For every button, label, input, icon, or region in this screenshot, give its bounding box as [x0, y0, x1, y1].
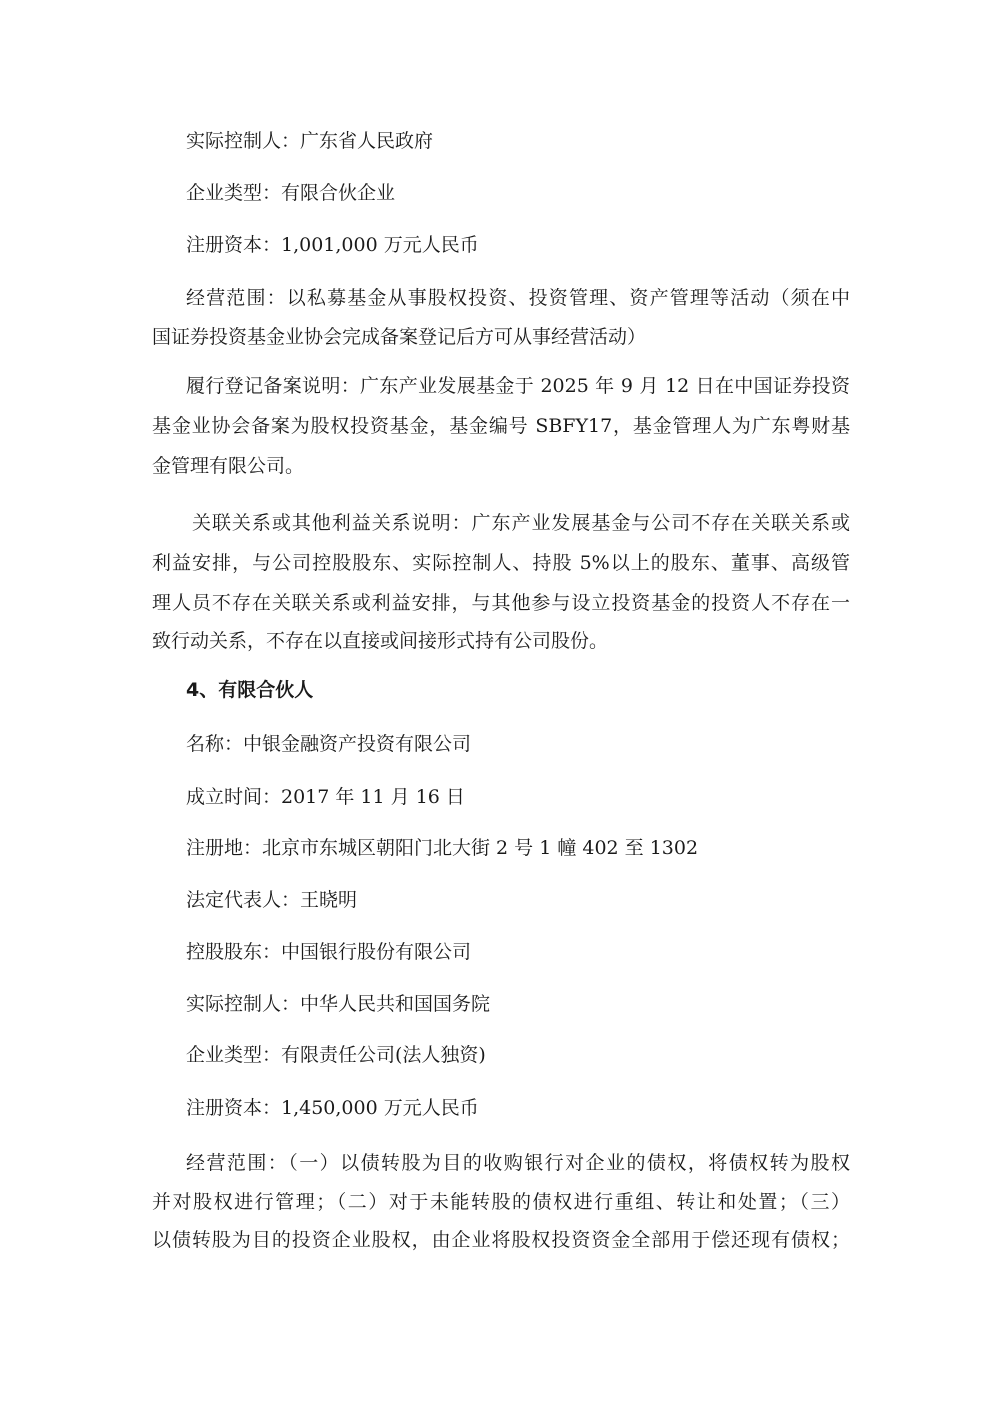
text-line: 经营范围：（一）以债转股为目的收购银行对企业的债权，将债权转为股权 — [186, 1152, 850, 1174]
text-line: 金管理有限公司。 — [152, 455, 305, 477]
text-line: 国证券投资基金业协会完成备案登记后方可从事经营活动） — [152, 326, 647, 348]
text-line: 控股股东：中国银行股份有限公司 — [186, 941, 472, 963]
text-line: 履行登记备案说明：广东产业发展基金于 2025 年 9 月 12 日在中国证券投资 — [186, 375, 850, 397]
text-line: 注册资本：1,001,000 万元人民币 — [186, 234, 479, 256]
text-line: 注册地：北京市东城区朝阳门北大街 2 号 1 幢 402 至 1302 — [186, 837, 699, 859]
text-line: 实际控制人：广东省人民政府 — [186, 130, 434, 152]
text-line: 致行动关系，不存在以直接或间接形式持有公司股份。 — [152, 630, 609, 652]
text-line: 基金业协会备案为股权投资基金，基金编号 SBFY17，基金管理人为广东粤财基 — [152, 415, 850, 437]
text-line: 法定代表人：王晓明 — [186, 889, 358, 911]
text-line: 成立时间：2017 年 11 月 16 日 — [186, 786, 465, 808]
text-line: 关联关系或其他利益关系说明：广东产业发展基金与公司不存在关联关系或 — [192, 512, 850, 534]
text-line: 名称：中银金融资产投资有限公司 — [186, 733, 472, 755]
text-line: 企业类型：有限合伙企业 — [186, 182, 396, 204]
section-heading: 4、有限合伙人 — [186, 679, 314, 701]
text-line: 经营范围：以私募基金从事股权投资、投资管理、资产管理等活动（须在中 — [186, 287, 850, 309]
text-line: 利益安排，与公司控股股东、实际控制人、持股 5%以上的股东、董事、高级管 — [152, 552, 850, 574]
text-line: 以债转股为目的投资企业股权，由企业将股权投资资金全部用于偿还现有债权； — [152, 1229, 850, 1251]
text-line: 并对股权进行管理；（二）对于未能转股的债权进行重组、转让和处置；（三） — [152, 1191, 850, 1213]
text-line: 实际控制人：中华人民共和国国务院 — [186, 993, 491, 1015]
text-line: 企业类型：有限责任公司(法人独资) — [186, 1044, 486, 1066]
text-line: 理人员不存在关联关系或利益安排，与其他参与设立投资基金的投资人不存在一 — [152, 592, 850, 614]
text-line: 注册资本：1,450,000 万元人民币 — [186, 1097, 479, 1119]
